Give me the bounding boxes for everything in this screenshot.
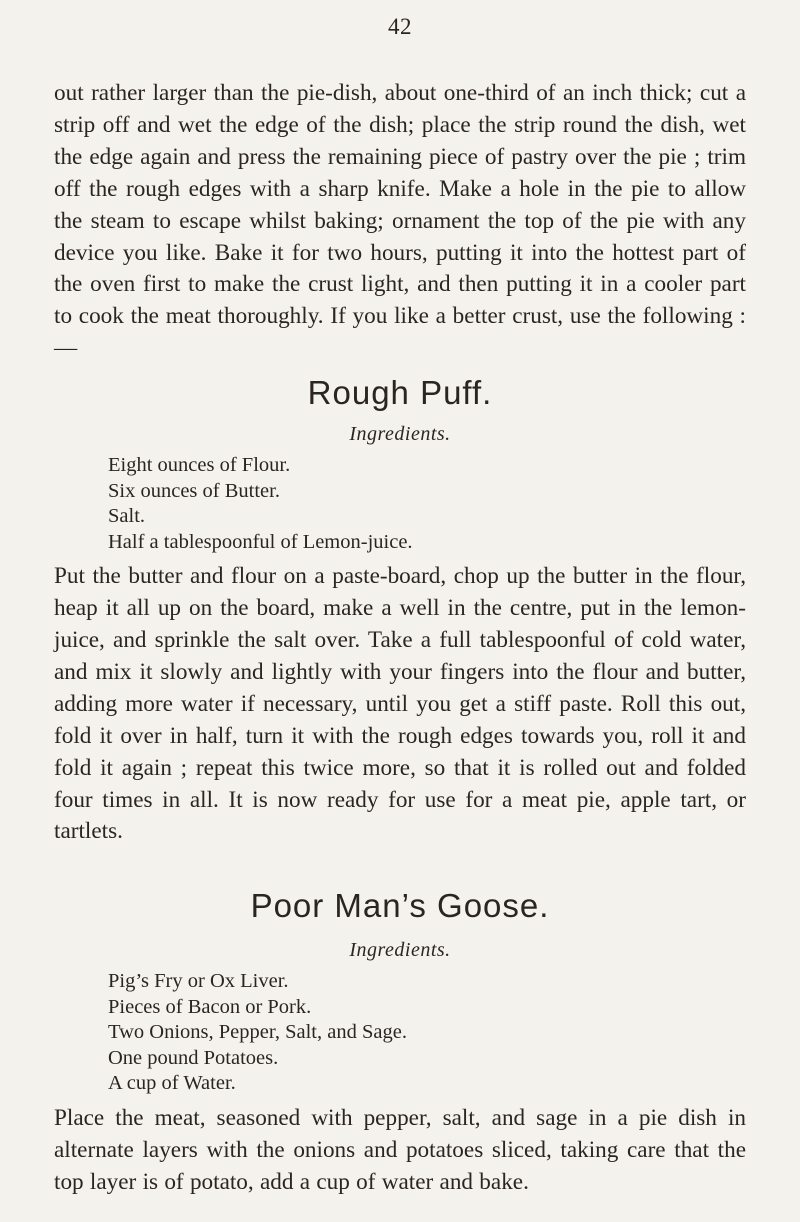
method-paragraph: Put the butter and flour on a paste-board, chop up the butter in the flour, heap it all up on the board, make a well in the centre, put in the lemon-juice, and sprinkle the salt over. Take a full tablespoonful of cold water, and mix it slowly and lightly with your fingers into the flour and butter, adding more water if necessary, until you get a stiff paste. Roll this out, fold it over in half, turn it with the rough edges towards you, roll it and fold it again ; repeat this twice more, so that it is rolled out and folded four times in all. It is now ready for use for a meat pie, apple tart, or tartlets. (54, 563, 746, 845)
ingredient-item: Pieces of Bacon or Pork. (108, 995, 312, 1018)
intro-paragraph: out rather larger than the pie-dish, about one-third of an inch thick; cut a strip off and wet the edge of the dish; place the strip round the dish, wet the edge again and press the remaining piece of pastry over the pie ; trim off the rough edges with a sharp knife. Make a hole in the pie to allow the steam to escape whilst baking; ornament the top of the pie with any device you like. Bake it for two hours, putting it into the hottest part of the oven first to make the crust light, and then putting it in a cooler part to cook the meat thoroughly. If you like a better crust, use the following :— (54, 80, 746, 362)
ingredient-item: Pig’s Fry or Ox Liver. (108, 970, 289, 993)
recipe-title: Rough Puff. (307, 374, 493, 412)
ingredients-list (54, 453, 746, 555)
recipe-title: Poor Man’s Goose. (250, 887, 550, 925)
ingredient-item: Half a tablespoonful of Lemon-juice. (108, 530, 413, 553)
ingredient-item: Six ounces of Butter. (108, 479, 280, 502)
method-paragraph: Place the meat, seasoned with pepper, salt, and sage in a pie dish in alternate layers with the onions and potatoes sliced, taking care that the top layer is of potato, add a cup of water and bake. (54, 1104, 746, 1195)
ingredient-item: Salt. (108, 505, 146, 528)
ingredients-list (54, 969, 746, 1097)
ingredient-item: A cup of Water. (108, 1072, 236, 1095)
ingredients-label: Ingredients. (349, 939, 451, 962)
page-content (54, 78, 746, 1199)
ingredients-label: Ingredients. (349, 423, 451, 446)
page-number: 42 (388, 14, 412, 39)
ingredient-item: One pound Potatoes. (108, 1046, 279, 1069)
ingredient-item: Eight ounces of Flour. (108, 454, 291, 477)
ingredient-item: Two Onions, Pepper, Salt, and Sage. (108, 1021, 407, 1044)
